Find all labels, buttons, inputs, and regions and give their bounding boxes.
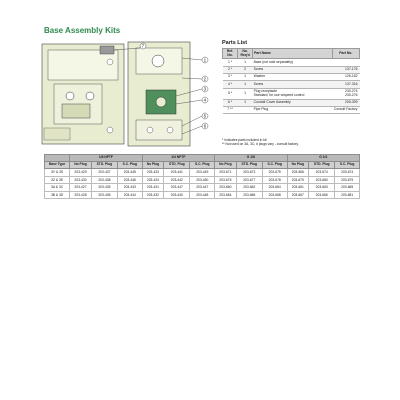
kits-part-number: 203-671 — [215, 169, 237, 177]
kits-base-type: 3Z & 3E — [45, 176, 70, 184]
kits-part-number: 203-681 — [335, 191, 360, 199]
parts-cell-name: Screw — [253, 81, 332, 88]
col-part: Part No. — [332, 49, 359, 59]
note-2: ** Not used on 3A, 3C; # plugs vary - consult factory. — [222, 142, 299, 147]
kits-part-number: 203-437 — [91, 169, 117, 177]
kits-subheader: S.C. Plug — [118, 162, 143, 169]
kits-part-number: 203-444 — [118, 191, 143, 199]
parts-cell-ref: 2 * — [223, 66, 238, 73]
parts-row — [223, 66, 360, 73]
parts-cell-name: Plug receptacle Standard; for use w/speed control — [253, 88, 332, 99]
parts-row — [223, 74, 360, 81]
col-req: No. Req'd — [238, 49, 253, 59]
kits-part-number: 203-448 — [190, 191, 215, 199]
kits-row — [45, 176, 360, 184]
parts-cell-part — [332, 59, 359, 66]
kits-row — [45, 191, 360, 199]
parts-cell-req: 1 — [238, 59, 253, 66]
kits-subheader: S.C. Plug — [335, 162, 360, 169]
kits-part-number: 203-679 — [287, 176, 309, 184]
kits-part-number: 203-675 — [262, 169, 287, 177]
parts-cell-req: 2 — [238, 66, 253, 73]
kits-part-number: 203-445 — [118, 169, 143, 177]
kits-part-number: 203-680 — [309, 176, 335, 184]
parts-cell-ref: 5 * — [223, 88, 238, 99]
kits-part-number: 203-434 — [142, 176, 164, 184]
kits-part-number: 203-666 — [236, 191, 262, 199]
kits-part-number: 203-427 — [70, 184, 92, 192]
parts-cell-part: 126-162 — [332, 74, 359, 81]
parts-cell-name: Washer — [253, 74, 332, 81]
kits-row — [45, 169, 360, 177]
kits-part-number: 203-574 — [309, 169, 335, 177]
kits-part-number: 203-446 — [118, 176, 143, 184]
parts-cell-req: 1 — [238, 74, 253, 81]
kits-part-number: 203-678 — [262, 176, 287, 184]
parts-cell-ref: 6 * — [223, 99, 238, 106]
kits-part-number: 203-447 — [190, 184, 215, 192]
kits-part-number: 203-666 — [309, 191, 335, 199]
kits-part-number: 203-432 — [142, 191, 164, 199]
parts-header-row — [223, 49, 360, 59]
parts-row — [223, 59, 360, 66]
kits-subheader: No Plug — [215, 162, 237, 169]
group-1-4-nptf: 1/4 NPTF — [142, 155, 214, 162]
kits-part-number: 203-449 — [190, 169, 215, 177]
group-g-1-8: G 1/8 — [215, 155, 287, 162]
kits-subheader: STD. Plug — [164, 162, 190, 169]
parts-row — [223, 81, 360, 88]
parts-row — [223, 107, 360, 114]
callout-7: 7 — [141, 43, 145, 49]
kits-part-number: 203-441 — [164, 169, 190, 177]
kits-part-number: 203-566 — [287, 169, 309, 177]
kits-base-type: 3B & 3D — [45, 191, 70, 199]
kits-subheader: No Plug — [70, 162, 92, 169]
kits-part-number: 203-663 — [309, 184, 335, 192]
col-ref: Ref. No. — [223, 49, 238, 59]
parts-cell-part: 137-316 — [332, 81, 359, 88]
kits-part-number: 203-677 — [236, 176, 262, 184]
page-title: Base Assembly Kits — [44, 26, 121, 35]
kits-part-number: 203-438 — [91, 176, 117, 184]
kits-part-number: 203-450 — [190, 176, 215, 184]
parts-cell-part: 137-176 — [332, 66, 359, 73]
callout-6: 6 — [203, 123, 207, 129]
kits-subheader: STD. Plug — [91, 162, 117, 169]
kits-part-number: 203-673 — [236, 169, 262, 177]
kits-group-row — [45, 155, 360, 162]
parts-cell-part: 205-309 — [332, 99, 359, 106]
parts-cell-req: 1 — [238, 99, 253, 106]
parts-cell-ref: 1 * — [223, 59, 238, 66]
parts-cell-part: Consult Factory — [332, 107, 359, 114]
kits-base-type: 3A & 3C — [45, 184, 70, 192]
parts-cell-name: Base (not sold separately) — [253, 59, 332, 66]
parts-cell-name: Pipe Plug — [253, 107, 332, 114]
parts-cell-ref: 4 * — [223, 81, 238, 88]
parts-cell-part: 230-274 230-276 — [332, 88, 359, 99]
kits-part-number: 203-428 — [70, 191, 92, 199]
kits-part-number: 203-679 — [335, 176, 360, 184]
kits-subheader: S.C. Plug — [190, 162, 215, 169]
parts-list-table — [222, 48, 360, 114]
group-g-1-4: G 1/4 — [287, 155, 360, 162]
col-name: Part Name — [253, 49, 332, 59]
parts-cell-ref: 3 * — [223, 74, 238, 81]
kits-part-number: 203-435 — [91, 184, 117, 192]
kits-subheader-row — [45, 162, 360, 169]
note-1: * Indicates parts included in kit — [222, 138, 267, 142]
kits-part-number: 203-674 — [335, 169, 360, 177]
callout-1: 1 — [203, 57, 207, 63]
kits-subheader: STD. Plug — [236, 162, 262, 169]
kits-part-number: 203-664 — [215, 191, 237, 199]
callout-2: 2 — [203, 76, 207, 82]
notes — [222, 138, 299, 147]
kits-part-number: 203-667 — [287, 191, 309, 199]
kits-subheader: S.C. Plug — [262, 162, 287, 169]
parts-cell-req — [238, 107, 253, 114]
kits-subheader: STD. Plug — [309, 162, 335, 169]
parts-row — [223, 99, 360, 106]
group-1-8-nptf: 1/8 NPTF — [70, 155, 142, 162]
base-assembly-drawing — [40, 38, 210, 148]
kits-part-number: 203-429 — [70, 169, 92, 177]
parts-row — [223, 88, 360, 99]
kits-row — [45, 184, 360, 192]
kits-part-number: 203-661 — [287, 184, 309, 192]
kits-part-number: 203-442 — [164, 176, 190, 184]
kits-part-number: 203-668 — [262, 191, 287, 199]
kits-part-number: 203-665 — [335, 184, 360, 192]
kits-part-number: 203-664 — [262, 184, 287, 192]
kits-part-number: 203-447 — [164, 184, 190, 192]
kits-part-number: 203-436 — [91, 191, 117, 199]
parts-cell-req: 1 — [238, 81, 253, 88]
parts-cell-req: 1 — [238, 88, 253, 99]
kits-part-number: 203-440 — [164, 191, 190, 199]
callout-5: 5 — [203, 113, 207, 119]
parts-cell-name: Screw — [253, 66, 332, 73]
parts-cell-name: Conduit Cover Assembly — [253, 99, 332, 106]
callout-4: 4 — [203, 97, 207, 103]
parts-cell-ref: 7 ** — [223, 107, 238, 114]
kits-part-number: 203-431 — [142, 184, 164, 192]
kits-part-number: 203-433 — [142, 169, 164, 177]
kits-base-type: 3Y & 3S — [45, 169, 70, 177]
kits-subheader: No Plug — [287, 162, 309, 169]
col-base-type: Base Type — [45, 162, 70, 169]
kits-part-number: 203-443 — [118, 184, 143, 192]
kits-part-number: 203-676 — [215, 176, 237, 184]
callout-3: 3 — [203, 86, 207, 92]
kits-part-number: 203-662 — [236, 184, 262, 192]
kits-part-number: 203-430 — [70, 176, 92, 184]
kits-part-number: 203-660 — [215, 184, 237, 192]
parts-list-title: Parts List — [222, 40, 248, 46]
kits-subheader: No Plug — [142, 162, 164, 169]
base-kits-table — [44, 154, 360, 199]
